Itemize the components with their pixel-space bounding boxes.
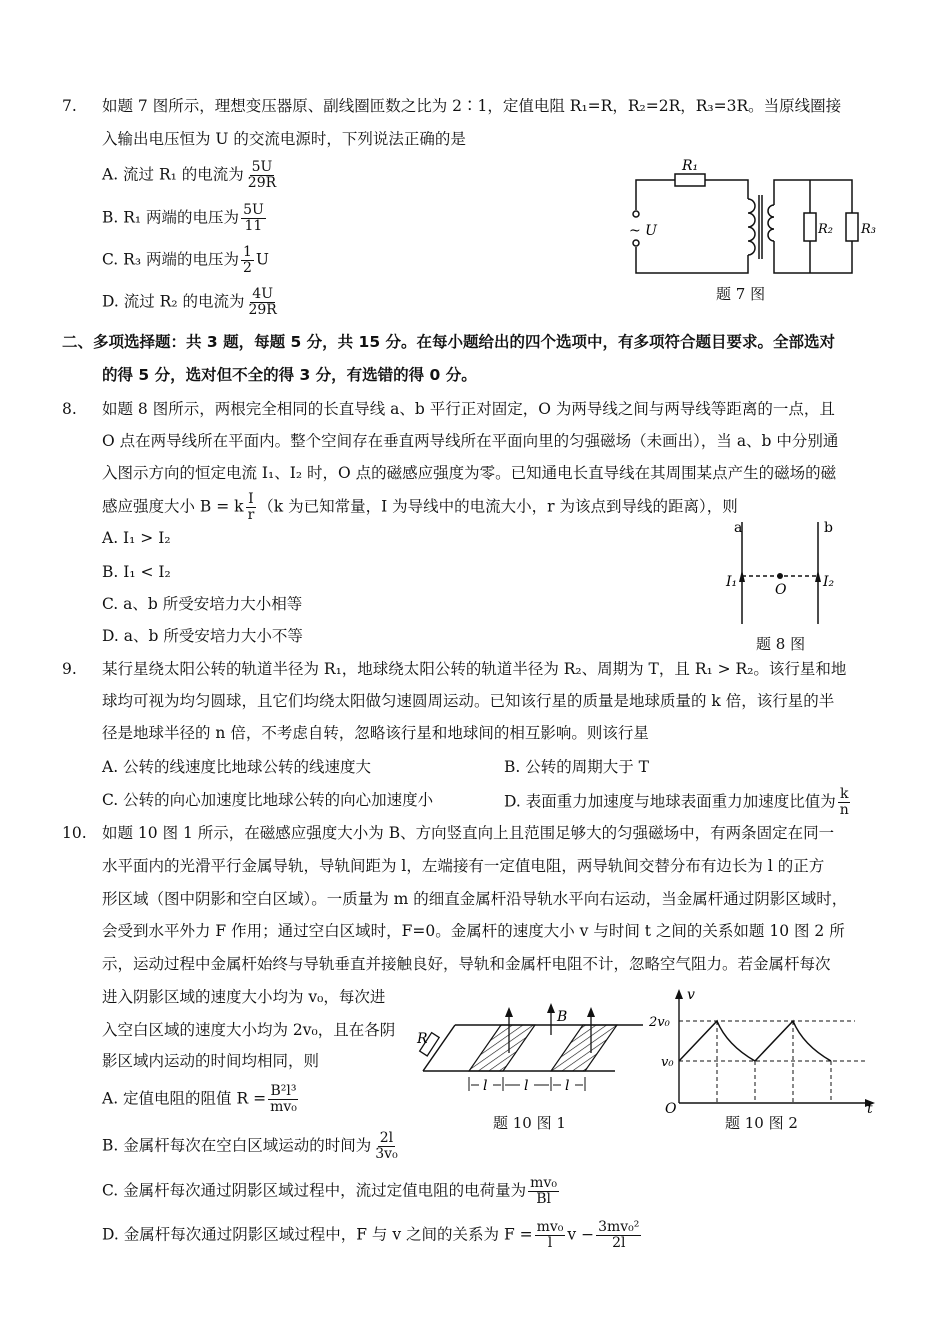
q10-d-den1: l bbox=[547, 1235, 553, 1251]
v-axis-arrow bbox=[675, 989, 683, 999]
q10-d-den2: 2l bbox=[612, 1235, 626, 1251]
q10-option-b-text: B. 金属杆每次在空白区域运动的时间为 bbox=[102, 1136, 372, 1155]
q10-option-d-fraction2 bbox=[596, 1220, 641, 1251]
q7-option-a bbox=[102, 160, 280, 191]
q7-stem-line1: 如题 7 图所示，理想变压器原、副线圈匝数之比为 2∶1，定值电阻 R₁=R，R₂=2R，R₃=3R。当原线圈接 bbox=[102, 97, 842, 115]
q7-option-d bbox=[102, 287, 281, 318]
fig10-l-label-1: l bbox=[483, 1078, 488, 1094]
q8-option-a: A. I₁ > I₂ bbox=[102, 529, 171, 547]
figure-10-1-caption: 题 10 图 1 bbox=[493, 1114, 566, 1132]
q7-option-d-text: D. 流过 R₂ 的电流为 bbox=[102, 292, 245, 311]
q7-option-d-fraction bbox=[246, 287, 278, 318]
q9-stem-line1: 某行星绕太阳公转的轨道半径为 R₁，地球绕太阳公转的轨道半径为 R₂、周期为 T，且 R₁ > R₂。该行星和地 bbox=[102, 660, 847, 678]
q10-option-a-fraction bbox=[268, 1084, 299, 1115]
section2-heading-line1: 二、多项选择题：共 3 题，每题 5 分，共 15 分。在每小题给出的四个选项中，有多项符合题目要求。全部选对 bbox=[62, 333, 836, 351]
q9-stem-line3: 径是地球半径的 n 倍，不考虑自转，忽略该行星和地球间的相互影响。则该行星 bbox=[102, 724, 649, 742]
q9-option-d-text: D. 表面重力加速度与地球表面重力加速度比值为 bbox=[504, 792, 836, 811]
point-o bbox=[777, 573, 783, 579]
q9-d-den: n bbox=[839, 802, 849, 818]
q10-a-den: mv₀ bbox=[270, 1099, 297, 1115]
q10-stem-line4: 会受到水平外力 F 作用；通过空白区域时，F=0。金属杆的速度大小 v 与时间 t 之间的关系如题 10 图 2 所 bbox=[102, 922, 845, 940]
fig7-r1-label: R₁ bbox=[682, 158, 699, 174]
r3-resistor bbox=[846, 213, 858, 241]
q8-option-b: B. I₁ < I₂ bbox=[102, 563, 171, 581]
q10-b-num: 2l bbox=[379, 1130, 394, 1146]
fig7-source-label: ~ U bbox=[629, 223, 657, 239]
q7-c-num: 1 bbox=[242, 244, 252, 260]
q10-option-d-fraction1 bbox=[535, 1220, 566, 1251]
fig10-t-label: t bbox=[867, 1101, 873, 1117]
q10-option-b-fraction bbox=[373, 1131, 399, 1162]
q9-option-d-fraction bbox=[838, 787, 851, 818]
q10-stem-line1: 如题 10 图 1 所示，在磁感应强度大小为 B、方向竖直向上且范围足够大的匀强磁场中，有两条固定在同一 bbox=[102, 824, 835, 842]
q10-option-d-text: D. 金属杆每次通过阴影区域过程中，F 与 v 之间的关系为 F = bbox=[102, 1225, 533, 1244]
q7-option-a-text: A. 流过 R₁ 的电流为 bbox=[102, 165, 244, 184]
figure-7-circuit bbox=[620, 155, 890, 280]
figure-7-caption: 题 7 图 bbox=[716, 285, 766, 303]
figure-8-caption: 题 8 图 bbox=[756, 635, 806, 653]
q7-c-post: U bbox=[255, 250, 269, 269]
section2-heading-line2: 的得 5 分，选对但不全的得 3 分，有选错的得 0 分。 bbox=[102, 366, 477, 384]
q7-option-b bbox=[102, 203, 268, 234]
q10-option-d bbox=[102, 1220, 643, 1251]
fig10-v0-label: v₀ bbox=[661, 1055, 674, 1070]
q10-stem-line2: 水平面内的光滑平行金属导轨，导轨间距为 l，左端接有一定值电阻，两导轨间交替分布有边长为 l 的正方 bbox=[102, 857, 825, 875]
q9-stem-line2: 球均可视为均匀圆球，且它们均绕太阳做匀速圆周运动。已知该行星的质量是地球质量的 k 倍，该行星的半 bbox=[102, 692, 835, 710]
q10-stem-line6: 进入阴影区域的速度大小均为 v₀，每次进 bbox=[102, 988, 386, 1006]
q7-number: 7. bbox=[62, 97, 77, 115]
q8-stem-line3: 入图示方向的恒定电流 I₁、I₂ 时，O 点的磁感应强度为零。已知通电长直导线在其周围某点产生的磁场的磁 bbox=[102, 464, 837, 482]
q7-option-b-text: B. R₁ 两端的电压为 bbox=[102, 208, 240, 227]
secondary-coil bbox=[768, 205, 774, 241]
q10-d-num2: 3mv₀² bbox=[598, 1219, 640, 1235]
b-field-arrow-1 bbox=[505, 1007, 513, 1017]
r1-resistor bbox=[675, 174, 705, 186]
q10-option-b bbox=[102, 1131, 402, 1162]
q8-formula-fraction bbox=[246, 492, 257, 523]
fig10-r-label: R bbox=[417, 1031, 428, 1047]
fig8-label-i1: I₁ bbox=[726, 574, 738, 590]
shaded-region-1 bbox=[469, 1025, 535, 1071]
shaded-region-2 bbox=[551, 1025, 617, 1071]
q9-option-d bbox=[504, 787, 853, 818]
fig8-label-o: O bbox=[775, 582, 787, 598]
q8-stem-line4 bbox=[102, 492, 738, 523]
fig8-label-i2: I₂ bbox=[823, 574, 835, 590]
q10-d-num1: mv₀ bbox=[536, 1219, 564, 1235]
q8-number: 8. bbox=[62, 400, 77, 418]
q7-d-den: 29R bbox=[248, 302, 277, 318]
q8-formula-den: r bbox=[247, 507, 255, 523]
q7-d-num: 4U bbox=[252, 286, 273, 302]
figure-8-wires bbox=[720, 518, 840, 628]
q8-formula-suffix: （k 为已知常量，I 为导线中的电流大小，r 为该点到导线的距离），则 bbox=[258, 497, 738, 516]
q8-stem-line1: 如题 8 图所示，两根完全相同的长直导线 a、b 平行正对固定，O 为两导线之间与两导线等距离的一点，且 bbox=[102, 400, 835, 418]
q10-option-c bbox=[102, 1176, 561, 1207]
q7-stem-line2: 入输出电压恒为 U 的交流电源时，下列说法正确的是 bbox=[102, 130, 466, 148]
q10-d-mid: v − bbox=[567, 1225, 595, 1244]
q10-option-c-fraction bbox=[528, 1176, 559, 1207]
primary-coil bbox=[748, 199, 755, 255]
q8-option-d: D. a、b 所受安培力大小不等 bbox=[102, 627, 303, 645]
fig10-2v0-label: 2v₀ bbox=[649, 1015, 670, 1030]
q10-c-num: mv₀ bbox=[530, 1175, 557, 1191]
q10-a-num: B²l³ bbox=[270, 1083, 297, 1099]
q10-option-a bbox=[102, 1084, 301, 1115]
q10-stem-line8: 影区域内运动的时间均相同，则 bbox=[102, 1052, 320, 1070]
q7-option-c-text: C. R₃ 两端的电压为 bbox=[102, 250, 239, 269]
fig10-b-label: B bbox=[557, 1009, 568, 1025]
fig10-origin-label: O bbox=[665, 1101, 677, 1117]
q7-a-num: 5U bbox=[251, 159, 273, 175]
fig8-label-b: b bbox=[824, 520, 833, 536]
q7-c-den: 2 bbox=[242, 260, 252, 276]
q7-option-b-fraction bbox=[241, 203, 266, 234]
q9-option-c: C. 公转的向心加速度比地球公转的向心加速度小 bbox=[102, 791, 434, 809]
q7-a-den: 29R bbox=[247, 175, 277, 191]
q10-b-den: 3v₀ bbox=[375, 1146, 398, 1162]
fig8-label-a: a bbox=[734, 520, 743, 536]
q10-option-c-text: C. 金属杆每次通过阴影区域过程中，流过定值电阻的电荷量为 bbox=[102, 1181, 527, 1200]
q10-stem-line5: 示，运动过程中金属杆始终与导轨垂直并接触良好，导轨和金属杆电阻不计，忽略空气阻力。若金属杆每次 bbox=[102, 955, 831, 973]
fig7-r3-label: R₃ bbox=[861, 222, 876, 237]
q7-option-a-fraction bbox=[246, 160, 278, 191]
fig10-l-label-2: l bbox=[524, 1078, 529, 1094]
q7-b-den: 11 bbox=[244, 218, 263, 234]
r2-resistor bbox=[804, 213, 816, 241]
fig10-l-label-3: l bbox=[565, 1078, 570, 1094]
q10-c-den: Bl bbox=[536, 1191, 551, 1207]
q10-stem-line7: 入空白区域的速度大小均为 2v₀，且在各阴 bbox=[102, 1021, 396, 1039]
q9-number: 9. bbox=[62, 660, 77, 678]
q8-option-c: C. a、b 所受安培力大小相等 bbox=[102, 595, 303, 613]
b-field-arrow-2 bbox=[547, 1003, 555, 1013]
q8-formula-num: I bbox=[248, 491, 254, 507]
q9-option-a: A. 公转的线速度比地球公转的线速度大 bbox=[102, 758, 372, 776]
q10-stem-line3: 形区域（图中阴影和空白区域）。一质量为 m 的细直金属杆沿导轨水平向右运动，当金属杆通过阴影区域时， bbox=[102, 890, 848, 908]
q7-option-c bbox=[102, 245, 269, 276]
q8-stem-line2: O 点在两导线所在平面内。整个空间存在垂直两导线所在平面向里的匀强磁场（未画出），当 a、b 中分别通 bbox=[102, 432, 839, 450]
vt-curve bbox=[679, 1021, 831, 1061]
q7-option-c-fraction bbox=[241, 245, 254, 276]
figure-10-2-vt-graph bbox=[649, 985, 880, 1117]
fig7-r2-label: R₂ bbox=[818, 222, 833, 237]
q8-formula-prefix: 感应强度大小 B = k bbox=[102, 497, 244, 516]
q10-option-a-text: A. 定值电阻的阻值 R = bbox=[102, 1089, 267, 1108]
figure-10-1-rails bbox=[415, 1005, 650, 1105]
q10-number: 10. bbox=[62, 824, 87, 842]
fig10-v-label: v bbox=[687, 987, 695, 1003]
q7-b-num: 5U bbox=[243, 202, 264, 218]
b-field-arrow-3 bbox=[587, 1007, 595, 1017]
figure-10-2-caption: 题 10 图 2 bbox=[725, 1114, 798, 1132]
q9-option-b: B. 公转的周期大于 T bbox=[504, 758, 650, 776]
q9-d-num: k bbox=[840, 786, 849, 802]
